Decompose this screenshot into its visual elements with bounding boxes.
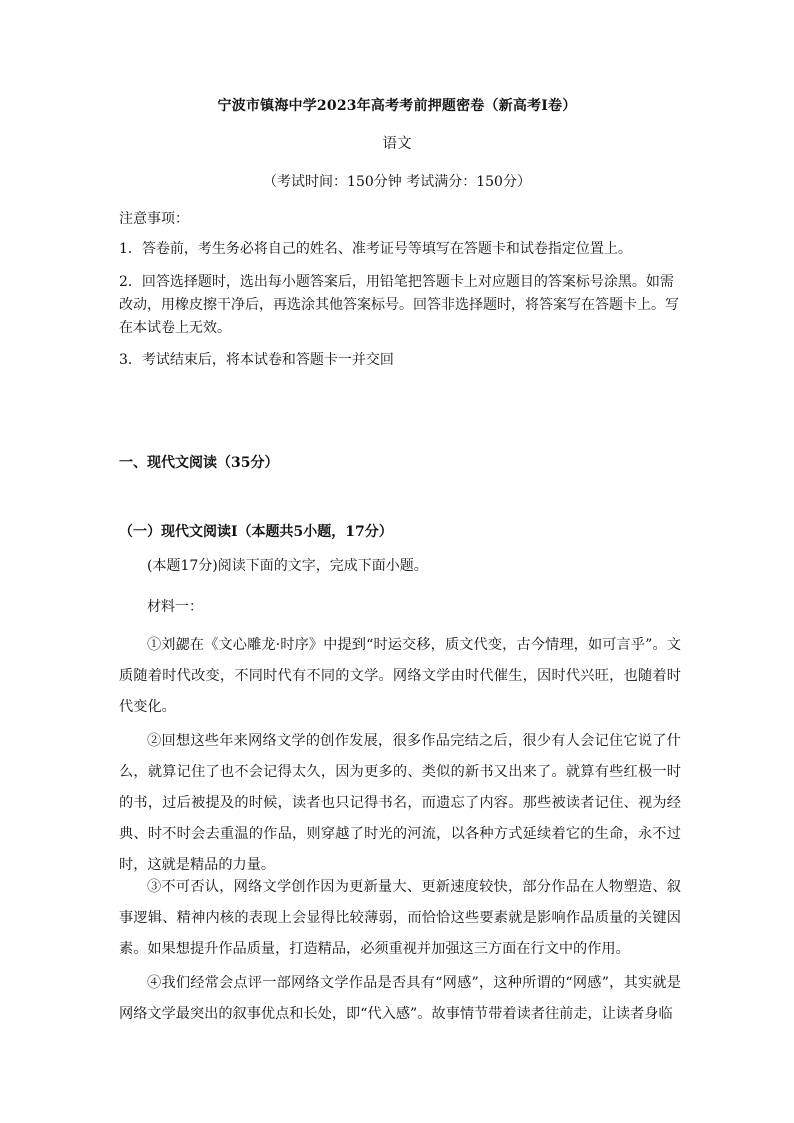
note-item-3: 3．考试结束后，将本试卷和答题卡一并交回 (119, 352, 394, 368)
reading-intro: (本题17分)阅读下面的文字，完成下面小题。 (147, 558, 428, 574)
page-title: 宁波市镇海中学2023年高考考前押题密卷（新高考Ⅰ卷） (217, 98, 577, 114)
section-heading: 一、现代文阅读（35分） (119, 455, 279, 471)
paragraph-1: ①刘勰在《文心雕龙·时序》中提到“时运交移，质文代变，古今情理，如可言乎”。文质随着时代改变，不同时代有不同的文学。网络文学由时代催生，因时代兴旺，也随着时代变化。 (119, 637, 681, 715)
paragraph-4: ④我们经常会点评一部网络文学作品是否具有“网感”，这种所谓的“网感”，其实就是网络文学最突出的叙事优点和长处，即“代入感”。故事情节带着读者往前走，让读者身临 (119, 975, 681, 1022)
exam-time-info: （考试时间：150分钟 考试满分：150分） (263, 174, 531, 190)
subsection-heading: （一）现代文阅读Ⅰ（本题共5小题，17分） (119, 524, 393, 540)
material-label: 材料一： (147, 599, 203, 615)
paragraph-3: ③不可否认，网络文学创作因为更新量大、更新速度较快，部分作品在人物塑造、叙事逻辑、精神内核的表现上会显得比较薄弱，而恰恰这些要素就是影响作品质量的关键因素。如果想提升作品质量，打造精品，必须重视并加强这三方面在行文中的作用。 (119, 879, 681, 957)
subject-title: 语文 (382, 136, 412, 152)
note-item-2: 2．回答选择题时，选出每小题答案后，用铅笔把答题卡上对应题目的答案标号涂黑。如需改动，用橡皮擦干净后，再选涂其他答案标号。回答非选择题时，将答案写在答题卡上。写在本试卷上无效。 (119, 274, 679, 336)
notes-heading: 注意事项： (119, 211, 189, 227)
note-item-1: 1．答卷前，考生务必将自己的姓名、准考证号等填写在答题卡和试卷指定位置上。 (119, 241, 632, 257)
paragraph-2: ②回想这些年来网络文学的创作发展，很多作品完结之后，很少有人会记住它说了什么，就算记住了也不会记得太久，因为更多的、类似的新书又出来了。就算有些红极一时的书，过后被提及的时候，读者也只记得书名，而遗忘了内容。那些被读者记住、视为经典、时不时会去重温的作品，则穿越了时光的河流，以各种方式延续着它的生命，永不过时，这就是精品的力量。 (119, 733, 681, 873)
